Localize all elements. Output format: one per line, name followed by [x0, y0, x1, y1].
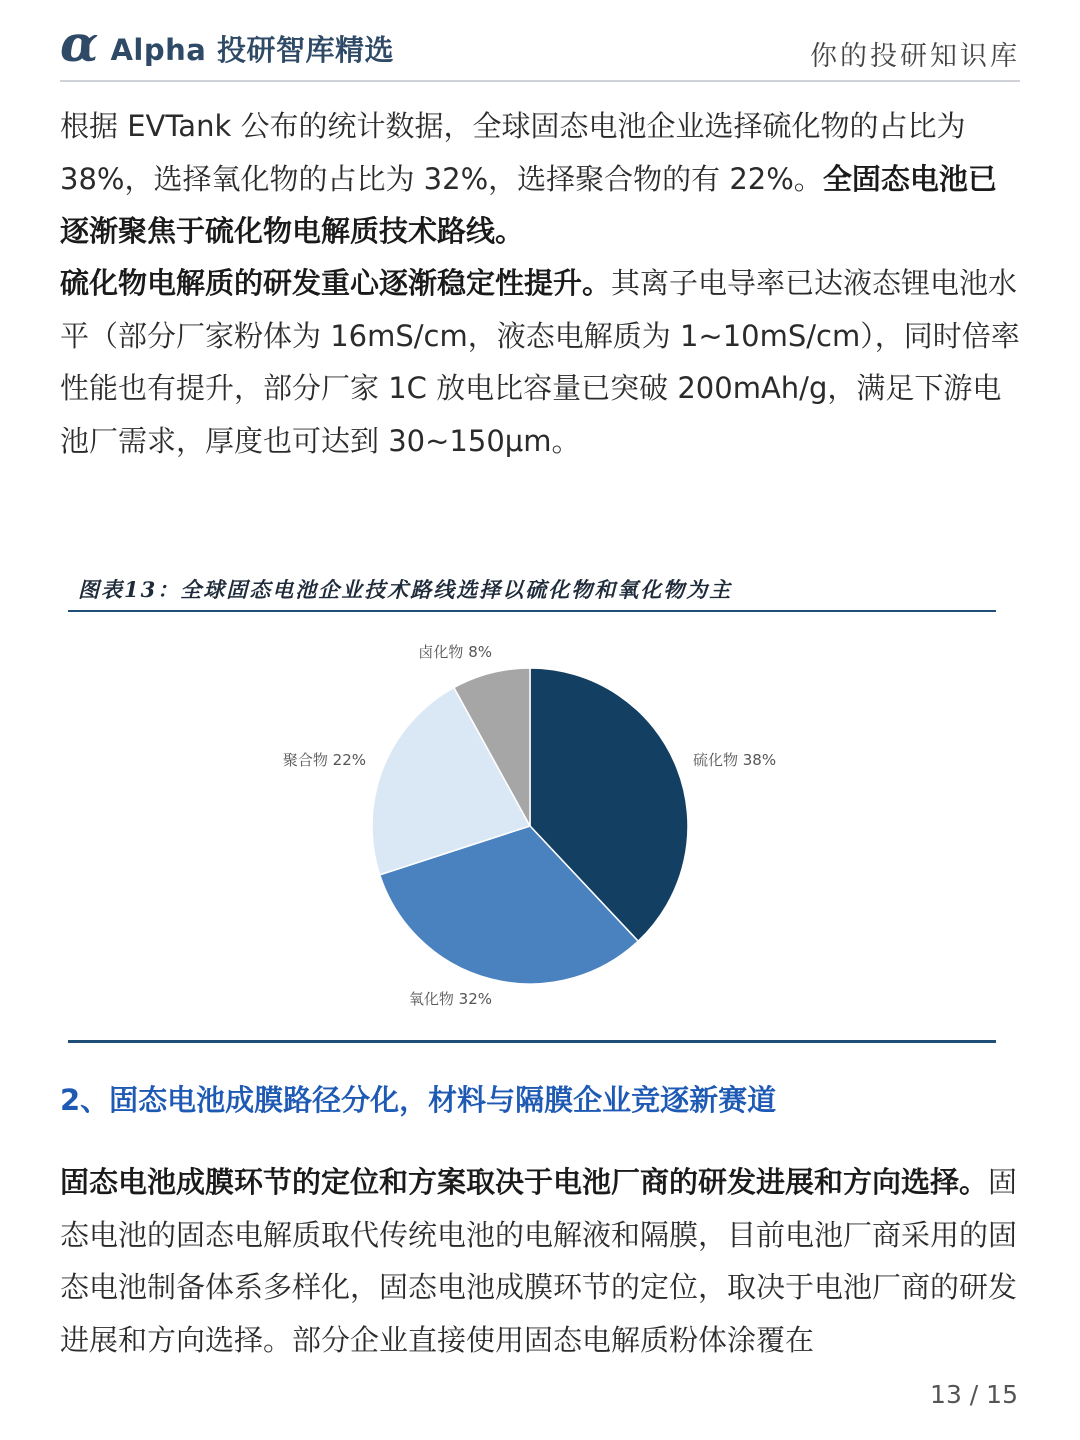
page-number: 13 / 15: [930, 1380, 1018, 1409]
pie-slice-label-3: 聚合物 22%: [282, 751, 366, 769]
pie-slice-label-2: 氧化物 32%: [408, 990, 492, 1008]
brand-name: Alpha 投研智库精选: [110, 32, 394, 67]
figure-title: 图表13：全球固态电池企业技术路线选择以硫化物和氧化物为主: [78, 577, 733, 602]
paragraph-emphasis: 全固态电池已逐渐聚焦于硫化物电解质技术路线。: [60, 161, 997, 248]
paragraph-film-forming: [60, 1156, 1022, 1366]
header-tagline: 你的投研知识库: [810, 41, 1020, 72]
paragraph-text: 固态电池的固态电解质取代传统电池的电解液和隔膜，目前电池厂商采用的固态电池制备体系多样化，固态电池成膜环节的定位，取决于电池厂商的研发进展和方向选择。部分企业直接使用固态电解质粉体涂覆在: [60, 1165, 1018, 1357]
figure-bottom-rule: [68, 1040, 996, 1043]
pie-slice-label-4: 卤化物 8%: [418, 643, 492, 661]
paragraph-emphasis: 固态电池成膜环节的定位和方案取决于电池厂商的研发进展和方向选择。: [60, 1165, 989, 1199]
paragraph-text: 根据 EVTank 公布的统计数据，全球固态电池企业选择硫化物的占比为 38%，选择氧化物的占比为 32%，选择聚合物的有 22%。: [60, 109, 966, 196]
paragraph-emphasis: 硫化物电解质的研发重心逐渐稳定性提升。: [60, 266, 612, 300]
pie-slices: [372, 668, 688, 984]
section-heading: 2、固态电池成膜路径分化，材料与隔膜企业竞逐新赛道: [60, 1083, 777, 1117]
paragraph-text: 其离子电导率已达液态锂电池水平（部分厂家粉体为 16mS/cm，液态电解质为 1~10mS/cm），同时倍率性能也有提升，部分厂家 1C 放电比容量已突破 200mAh/g，满足下游电池厂需求，厚度也可达到 30~150μm。: [60, 266, 1020, 458]
pie-slice-label-1: 硫化物 38%: [693, 751, 777, 769]
alpha-logo-icon: α: [60, 14, 99, 73]
